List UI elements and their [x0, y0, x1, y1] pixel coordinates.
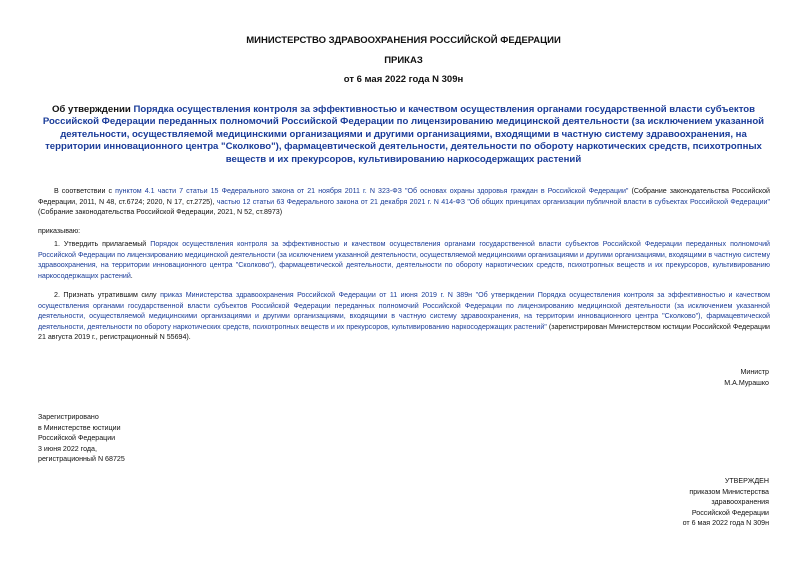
clause-1 [38, 239, 770, 281]
registration-line: регистрационный N 68725 [38, 455, 125, 464]
title-prefix: Об утверждении [51, 104, 134, 115]
preamble-text-a: В соответствии с [54, 187, 116, 195]
document-title [36, 104, 771, 166]
order-389n-link[interactable]: приказ Министерства здравоохранения Российской Федерации от 11 июня 2019 г. N 389н "Об утверждении Порядка осуществления контроля за эффективностью и качеством осуществления органами государственной власти субъектов Российской Федерации переданных полномочий Российской Федерации по лицензированию медицинской деятельности (за исключением указанной деятельности, осуществляемой медицинскими организациями и другими организациями, входящими в частную систему здравоохранения, на территории инновационного центра "Сколково"), фармацевтической деятельности, деятельности по обороту наркотических средств, психотропных веществ и их прекурсоров, культивированию наркосодержащих растений" [38, 291, 770, 331]
clause-2 [38, 290, 770, 343]
approval-block [569, 476, 769, 529]
preamble-text-c: (Собрание законодательства Российской Федерации, 2021, N 52, ст.8973) [38, 208, 283, 217]
document-type-heading: ПРИКАЗ [384, 55, 423, 66]
signature-block [569, 367, 769, 389]
title-link[interactable]: Порядка осуществления контроля за эффективностью и качеством осуществления органами государственной власти субъектов Российской Федерации переданных полномочий Российской Федерации по лицензированию медицинской деятельности (за исключением указанной деятельности, осуществляемой медицинскими организациями и другими организациями, входящими в частную систему здравоохранения, на территории инновационного центра "Сколково"), фармацевтической деятельности, деятельности по обороту наркотических средств, психотропных веществ и их прекурсоров, культивированию наркосодержащих растений [42, 104, 765, 165]
clause-1-end: . [130, 271, 133, 280]
ministry-heading: МИНИСТЕРСТВО ЗДРАВООХРАНЕНИЯ РОССИЙСКОЙ ФЕДЕРАЦИИ [246, 35, 561, 46]
clause-2-end: (зарегистрирован Министерством юстиции Российской Федерации 21 августа 2019 г., регистрационный N 55694). [38, 322, 770, 342]
clause-2-text: 2. Признать утратившим силу [54, 291, 161, 299]
registration-block [38, 412, 238, 465]
approval-line: здравоохранения [711, 498, 769, 507]
signatory-name: М.А.Мурашко [724, 379, 769, 387]
document-date-number: от 6 мая 2022 года N 309н [343, 74, 464, 85]
signatory-position: Министр [740, 368, 769, 376]
preamble-text-b: (Собрание законодательства Российской Федерации, 2011, N 48, ст.6724; 2020, N 17, ст.2725), [38, 187, 770, 206]
approval-line: приказом Министерства [689, 487, 769, 496]
preamble-paragraph [38, 186, 770, 218]
clause-1-text: 1. Утвердить прилагаемый [54, 240, 151, 248]
registration-line: Зарегистрировано [38, 413, 99, 421]
registration-line: в Министерстве юстиции [38, 423, 121, 432]
registration-line: Российской Федерации [38, 434, 116, 443]
law-323-link[interactable]: пунктом 4.1 части 7 статьи 15 Федерального закона от 21 ноября 2011 г. N 323-ФЗ "Об основах охраны здоровья граждан в Российской Федерации" [115, 187, 629, 195]
approval-line: УТВЕРЖДЕН [724, 477, 769, 485]
approval-line: от 6 мая 2022 года N 309н [682, 519, 769, 528]
law-414-link[interactable]: частью 12 статьи 63 Федерального закона от 21 декабря 2021 г. N 414-ФЗ "Об общих принципах организации публичной власти в субъектах Российской Федерации" [216, 197, 771, 206]
order-word: приказываю: [38, 227, 81, 235]
registration-line: 3 июня 2022 года, [38, 444, 97, 453]
procedure-link[interactable]: Порядок осуществления контроля за эффективностью и качеством осуществления органами государственной власти субъектов Российской Федерации переданных полномочий Российской Федерации по лицензированию медицинской деятельности (за исключением указанной деятельности, осуществляемой медицинскими организациями и другими организациями, входящими в частную систему здравоохранения, на территории инновационного центра "Сколково"), фармацевтической деятельности, деятельности по обороту наркотических средств, психотропных веществ и их прекурсоров, культивированию наркосодержащих растений [38, 240, 770, 280]
approval-line: Российской Федерации [691, 508, 769, 517]
